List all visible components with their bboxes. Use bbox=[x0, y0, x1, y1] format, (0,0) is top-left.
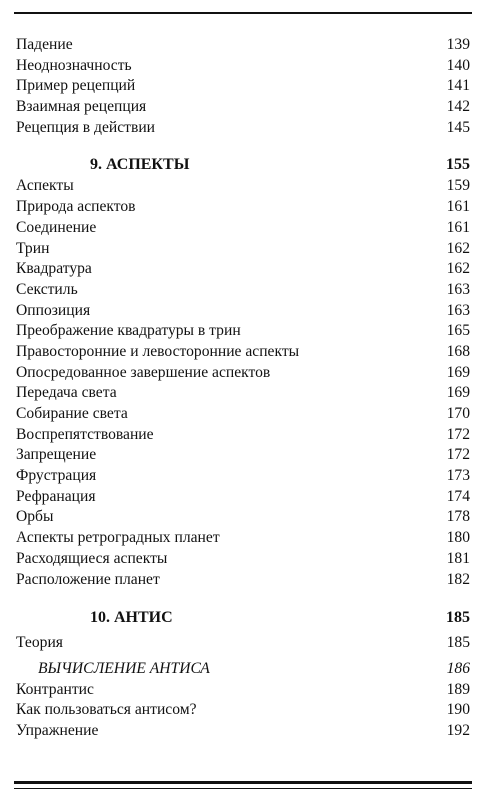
section-page: 186 bbox=[446, 659, 470, 677]
toc-entry-title: Аспекты bbox=[16, 177, 74, 195]
toc-entry-title: Теория bbox=[16, 634, 63, 652]
toc-entry[interactable] bbox=[16, 56, 470, 77]
toc-entry-page: 162 bbox=[446, 239, 470, 257]
toc-entry-title: Правосторонние и левосторонние аспекты bbox=[16, 342, 300, 360]
toc-entry[interactable] bbox=[16, 218, 470, 239]
toc-entry[interactable] bbox=[16, 721, 470, 742]
bottom-rule-thin bbox=[14, 788, 472, 789]
toc-entry-title: Аспекты ретроградных планет bbox=[16, 529, 220, 547]
section-title: ВЫЧИСЛЕНИЕ АНТИСА bbox=[38, 659, 210, 677]
chapter-heading[interactable] bbox=[16, 154, 470, 176]
toc-group-chapter-9 bbox=[16, 176, 470, 590]
toc-entry-title: Неоднозначность bbox=[16, 56, 132, 74]
toc-entry-title: Соединение bbox=[16, 218, 97, 236]
toc-entry-title: Квадратура bbox=[16, 260, 92, 278]
toc-entry-title: Запрещение bbox=[16, 446, 97, 464]
chapter-page: 155 bbox=[446, 156, 470, 174]
toc-entry-page: 192 bbox=[446, 721, 470, 739]
toc-entry-page: 161 bbox=[446, 198, 470, 216]
toc-entry[interactable] bbox=[16, 633, 470, 654]
toc-entry[interactable] bbox=[16, 383, 470, 404]
toc-entry-title: Орбы bbox=[16, 508, 54, 526]
toc-entry-page: 172 bbox=[446, 425, 470, 443]
chapter-title: 9. АСПЕКТЫ bbox=[90, 156, 190, 174]
toc-entry[interactable] bbox=[16, 549, 470, 570]
toc-entry-page: 165 bbox=[446, 322, 470, 340]
toc-entry[interactable] bbox=[16, 425, 470, 446]
toc-entry[interactable] bbox=[16, 466, 470, 487]
toc-entry-page: 163 bbox=[446, 301, 470, 319]
toc-entry-page: 181 bbox=[446, 549, 470, 567]
toc-entry-title: Воспрепятствование bbox=[16, 425, 154, 443]
table-of-contents bbox=[16, 35, 470, 742]
toc-group-chapter-10-section bbox=[16, 680, 470, 742]
toc-entry[interactable] bbox=[16, 97, 470, 118]
toc-entry-title: Как пользоваться антисом? bbox=[16, 701, 197, 719]
toc-entry[interactable] bbox=[16, 176, 470, 197]
toc-entry[interactable] bbox=[16, 239, 470, 260]
toc-entry-page: 174 bbox=[446, 487, 470, 505]
toc-entry[interactable] bbox=[16, 680, 470, 701]
chapter-title: 10. АНТИС bbox=[90, 609, 173, 627]
toc-entry[interactable] bbox=[16, 118, 470, 139]
toc-entry-title: Рефранация bbox=[16, 487, 96, 505]
toc-entry-title: Расходящиеся аспекты bbox=[16, 549, 168, 567]
toc-entry-title: Контрантис bbox=[16, 680, 94, 698]
toc-entry-page: 162 bbox=[446, 260, 470, 278]
toc-entry-title: Пример рецепций bbox=[16, 77, 136, 95]
toc-entry-title: Опосредованное завершение аспектов bbox=[16, 363, 271, 381]
toc-entry[interactable] bbox=[16, 259, 470, 280]
toc-entry-page: 141 bbox=[446, 77, 470, 95]
toc-entry-page: 140 bbox=[446, 56, 470, 74]
toc-entry-title: Природа аспектов bbox=[16, 198, 136, 216]
toc-entry-page: 185 bbox=[446, 634, 470, 652]
toc-entry-page: 169 bbox=[446, 363, 470, 381]
toc-entry-page: 169 bbox=[446, 384, 470, 402]
toc-entry[interactable] bbox=[16, 363, 470, 384]
toc-entry-page: 161 bbox=[446, 218, 470, 236]
chapter-page: 185 bbox=[446, 609, 470, 627]
top-rule bbox=[14, 12, 472, 14]
toc-entry-title: Расположение планет bbox=[16, 570, 160, 588]
toc-entry-page: 180 bbox=[446, 529, 470, 547]
toc-entry-title: Оппозиция bbox=[16, 301, 91, 319]
toc-entry-title: Фрустрация bbox=[16, 467, 97, 485]
toc-entry[interactable] bbox=[16, 321, 470, 342]
toc-entry[interactable] bbox=[16, 700, 470, 721]
toc-entry-title: Передача света bbox=[16, 384, 117, 402]
toc-entry-page: 178 bbox=[446, 508, 470, 526]
toc-entry-page: 139 bbox=[446, 36, 470, 53]
toc-entry[interactable] bbox=[16, 404, 470, 425]
toc-entry-page: 170 bbox=[446, 405, 470, 422]
toc-entry-page: 163 bbox=[446, 280, 470, 298]
toc-entry-page: 182 bbox=[446, 570, 470, 588]
toc-entry[interactable] bbox=[16, 445, 470, 466]
toc-entry-page: 142 bbox=[446, 98, 470, 116]
toc-entry[interactable] bbox=[16, 487, 470, 508]
toc-entry[interactable] bbox=[16, 76, 470, 97]
toc-entry-title: Секстиль bbox=[16, 280, 78, 298]
toc-entry[interactable] bbox=[16, 528, 470, 549]
toc-entry[interactable] bbox=[16, 507, 470, 528]
toc-entry-title: Падение bbox=[16, 36, 73, 53]
toc-entry-title: Преображение квадратуры в трин bbox=[16, 322, 241, 340]
toc-entry-page: 172 bbox=[446, 446, 470, 464]
toc-entry-page: 189 bbox=[446, 680, 470, 698]
toc-entry[interactable] bbox=[16, 197, 470, 218]
toc-entry-page: 145 bbox=[446, 118, 470, 136]
toc-entry-page: 190 bbox=[446, 701, 470, 719]
toc-entry-page: 168 bbox=[446, 342, 470, 360]
section-heading[interactable] bbox=[16, 659, 470, 680]
toc-entry-title: Собирание света bbox=[16, 405, 128, 422]
chapter-heading[interactable] bbox=[16, 607, 470, 629]
toc-entry[interactable] bbox=[16, 570, 470, 591]
bottom-rule bbox=[14, 781, 472, 784]
toc-entry-title: Трин bbox=[16, 239, 50, 257]
toc-entry-page: 173 bbox=[446, 467, 470, 485]
toc-group-chapter-10 bbox=[16, 633, 470, 654]
toc-entry[interactable] bbox=[16, 342, 470, 363]
toc-entry-title: Упражнение bbox=[16, 721, 99, 739]
toc-group-top bbox=[16, 35, 470, 138]
toc-entry[interactable] bbox=[16, 35, 470, 56]
toc-entry-page: 159 bbox=[446, 177, 470, 195]
toc-entry-title: Рецепция в действии bbox=[16, 118, 156, 136]
toc-entry[interactable] bbox=[16, 301, 470, 322]
toc-entry[interactable] bbox=[16, 280, 470, 301]
toc-entry-title: Взаимная рецепция bbox=[16, 98, 147, 116]
